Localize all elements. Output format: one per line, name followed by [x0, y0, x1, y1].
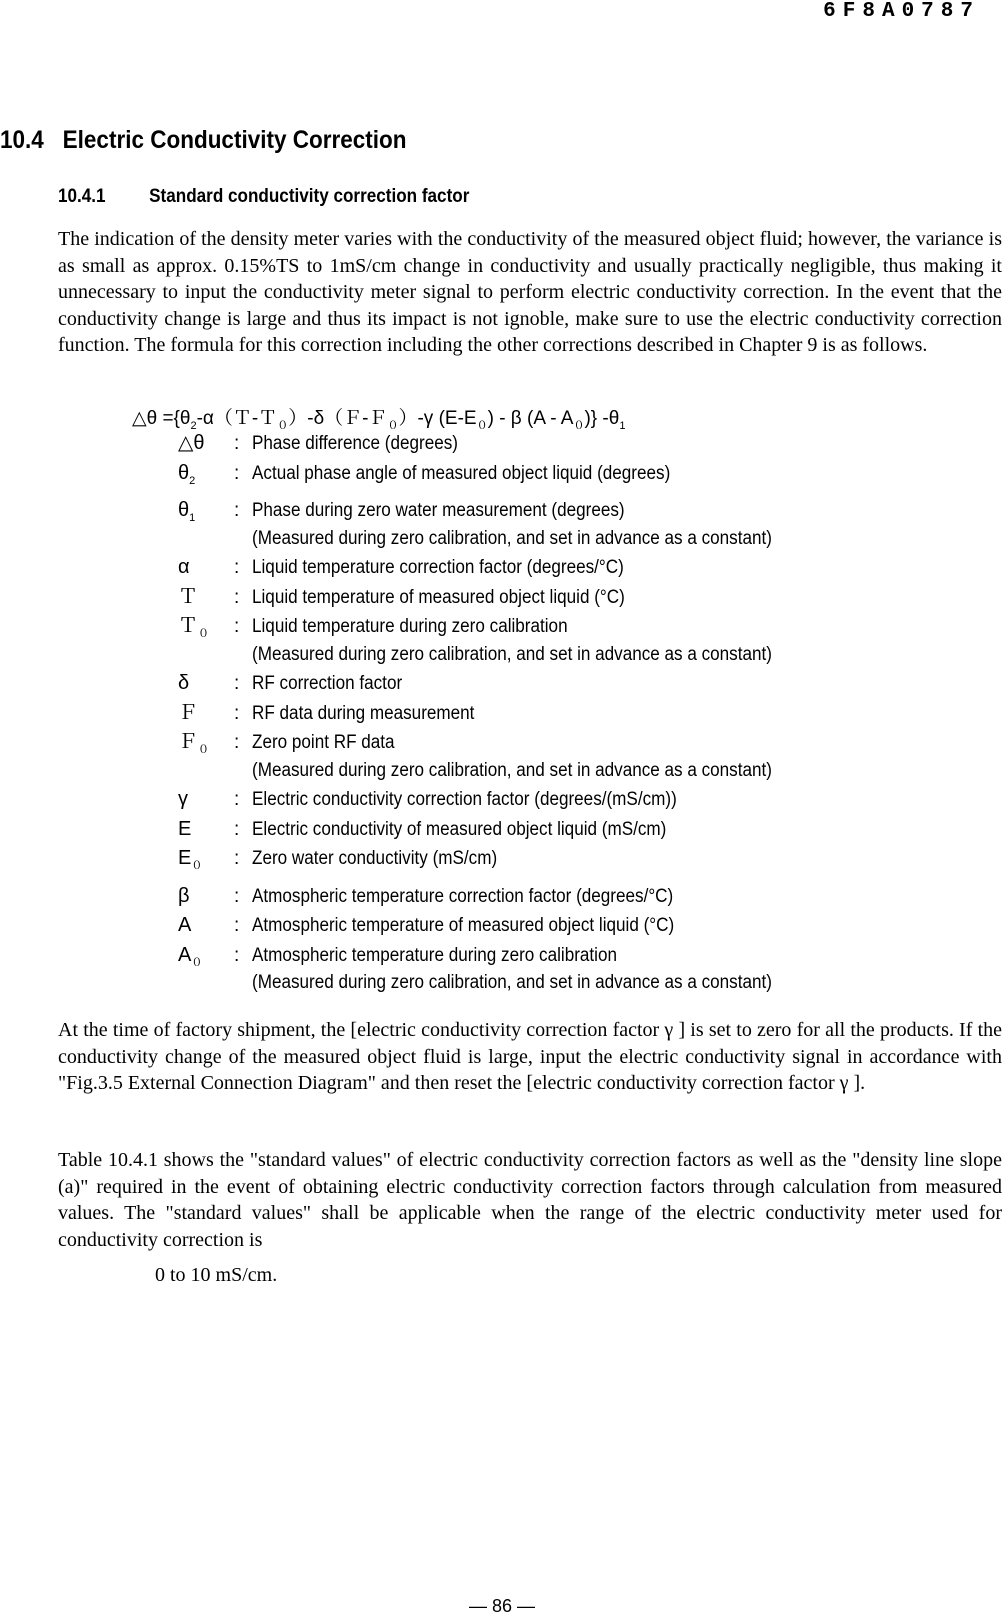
- description-text: Atmospheric temperature correction factor (degrees/°C): [252, 885, 674, 907]
- definition-row: [178, 459, 998, 497]
- symbol-text: β: [178, 884, 190, 907]
- description-text: Electric conductivity of measured object liquid (mS/cm): [252, 818, 667, 840]
- definition-colon: :: [234, 557, 240, 578]
- description-text: Zero water conductivity (mS/cm): [252, 848, 498, 869]
- symbol-text: △θ: [178, 432, 205, 454]
- factory-paragraph: At the time of factory shipment, the [electric conductivity correction factor γ ] is set to zero for all the products. If the conductivity change of the measured object fluid is large, input the electric conductivity signal in accordance with "Fig.3.5 External Connection Diagram" and then reset the [electric conductivity correction factor γ ].: [58, 1019, 1002, 1094]
- symbol-subscript: ０: [198, 744, 209, 756]
- symbol-text: A: [178, 943, 192, 966]
- definition-symbol: [178, 459, 234, 497]
- definition-symbol: [178, 911, 234, 941]
- symbol-subscript: ０: [191, 956, 203, 969]
- definition-row: [178, 911, 998, 941]
- intro-paragraph: The indication of the density meter varies with the conductivity of the measured object fluid; however, the variance is as small as approx. 0.15%TS to 1mS/cm change in conductivity and usually practically negligible, thus making it unnecessary to input the conductivity meter signal to perform electric conductivity correction. In the event that the conductivity change is large and thus its impact is not ignoble, make sure to use the electric conductivity correction function. The formula for this correction including the other corrections described in Chapter 9 is as follows.: [58, 228, 1002, 356]
- symbol-text: γ: [178, 788, 188, 810]
- definition-description: [252, 699, 998, 729]
- definition-symbol: [178, 785, 234, 815]
- section-heading: [0, 126, 406, 155]
- definition-symbol: [178, 669, 234, 699]
- definition-description: [252, 844, 998, 874]
- definition-symbol: [178, 496, 234, 534]
- definition-colon: :: [234, 944, 240, 966]
- definition-description: [252, 496, 998, 553]
- description-text: Phase difference (degrees): [252, 433, 458, 454]
- description-text: Actual phase angle of measured object liquid (degrees): [252, 462, 671, 484]
- formula-part: -α（Ｔ-Ｔ: [196, 408, 278, 429]
- definition-description: [252, 941, 998, 998]
- description-note: (Measured during zero calibration, and set in advance as a constant): [252, 527, 772, 549]
- definition-symbol: [178, 941, 234, 979]
- definition-colon: :: [234, 732, 240, 753]
- definition-row: [178, 815, 998, 845]
- symbol-text: Ｆ: [178, 731, 198, 753]
- description-text: Atmospheric temperature during zero calibration: [252, 944, 617, 966]
- section-title: Electric Conductivity Correction: [62, 126, 407, 154]
- definition-description: [252, 882, 998, 912]
- page-number: ― 86 ―: [468, 1596, 536, 1616]
- description-note: (Measured during zero calibration, and set in advance as a constant): [252, 643, 772, 665]
- symbol-text: A: [178, 914, 192, 936]
- definition-colon: :: [234, 848, 240, 869]
- definition-description: [252, 553, 998, 583]
- formula-subscript: 1: [619, 419, 626, 432]
- table-reference-paragraph: Table 10.4.1 shows the "standard values" of electric conductivity correction factors as well as the "density line slope (a)" required in the event of obtaining electric conductivity correction factors through calculation from measured values. The "standard values" shall be applicable when the range of the electric conductivity meter used for conductivity correction is: [58, 1149, 1002, 1251]
- definition-description: [252, 612, 998, 669]
- definition-description: [252, 785, 998, 815]
- definition-colon: :: [234, 885, 240, 907]
- definition-colon: :: [234, 673, 240, 694]
- symbol-text: E: [178, 847, 192, 869]
- definition-row: [178, 612, 998, 669]
- range-text: 0 to 10 mS/cm.: [155, 1264, 278, 1286]
- section-number: 10.4: [0, 126, 44, 154]
- definition-symbol: [178, 553, 234, 583]
- definition-description: [252, 669, 998, 699]
- definition-row: [178, 583, 998, 613]
- definition-row: [178, 699, 998, 729]
- definition-row: [178, 785, 998, 815]
- description-text: RF data during measurement: [252, 702, 475, 724]
- symbol-subscript: 1: [189, 512, 196, 524]
- symbol-text: α: [178, 556, 190, 578]
- formula-part: )} -θ: [584, 408, 620, 429]
- definition-row: [178, 429, 998, 459]
- symbol-text: E: [178, 817, 192, 840]
- formula-subscript: ０: [573, 419, 585, 432]
- description-text: Liquid temperature of measured object liquid (°C): [252, 586, 625, 608]
- definition-description: [252, 911, 998, 941]
- definition-symbol: [178, 429, 234, 459]
- description-text: RF correction factor: [252, 673, 403, 694]
- description-text: Liquid temperature correction factor (degrees/°C): [252, 557, 624, 578]
- definition-colon: :: [234, 500, 240, 521]
- formula-subscript: ０: [387, 419, 399, 432]
- definition-description: [252, 583, 998, 613]
- description-text: Zero point RF data: [252, 732, 395, 753]
- description-text: Phase during zero water measurement (degrees): [252, 500, 625, 521]
- definition-symbol: [178, 699, 234, 729]
- formula-part: ）-δ（Ｆ-Ｆ: [288, 408, 388, 429]
- definition-colon: :: [234, 789, 240, 810]
- definition-row: [178, 553, 998, 583]
- formula-subscript: ０: [476, 419, 488, 432]
- definition-colon: :: [234, 462, 240, 484]
- symbol-subscript: ０: [191, 860, 203, 872]
- definition-symbol: [178, 815, 234, 845]
- formula-part: ) - β (A - A: [487, 408, 574, 429]
- definition-colon: :: [234, 702, 240, 724]
- description-note: (Measured during zero calibration, and set in advance as a constant): [252, 972, 772, 993]
- subsection-title: Standard conductivity correction factor: [149, 186, 470, 207]
- definition-row: [178, 669, 998, 699]
- definition-symbol: [178, 844, 234, 882]
- definition-symbol: [178, 882, 234, 912]
- definition-row: [178, 728, 998, 785]
- subsection-heading: [58, 186, 469, 208]
- symbol-text: Ｆ: [178, 701, 198, 724]
- definition-colon: :: [234, 915, 240, 936]
- definition-colon: :: [234, 586, 240, 608]
- definition-symbol: [178, 583, 234, 613]
- definition-symbol: [178, 728, 234, 766]
- definition-colon: :: [234, 433, 240, 454]
- definition-row: [178, 882, 998, 912]
- symbol-text: δ: [178, 672, 190, 694]
- definition-description: [252, 459, 998, 489]
- description-text: Liquid temperature during zero calibration: [252, 616, 568, 637]
- definition-description: [252, 815, 998, 845]
- definition-colon: :: [234, 616, 240, 637]
- symbol-text: Ｔ: [178, 615, 198, 637]
- definition-description: [252, 429, 998, 459]
- subsection-number: 10.4.1: [58, 186, 106, 207]
- symbol-subscript: ０: [198, 628, 209, 640]
- formula-part: ）-γ (E-E: [398, 408, 477, 429]
- description-note: (Measured during zero calibration, and set in advance as a constant): [252, 759, 772, 781]
- definition-row: [178, 941, 998, 998]
- definition-symbol: [178, 612, 234, 650]
- description-text: Atmospheric temperature of measured object liquid (°C): [252, 915, 675, 936]
- symbol-text: θ: [178, 461, 190, 484]
- document-number: 6F8A0787: [823, 0, 980, 23]
- symbol-text: Ｔ: [178, 585, 198, 608]
- formula-part: ={θ: [157, 408, 191, 429]
- symbol-subscript: 2: [189, 474, 196, 487]
- definition-row: [178, 496, 998, 553]
- symbol-text: θ: [178, 499, 190, 521]
- definition-colon: :: [234, 818, 240, 840]
- formula-subscript: ０: [277, 419, 289, 432]
- symbol-definitions: [178, 429, 998, 998]
- formula-subscript: 2: [190, 419, 197, 432]
- formula-lhs: △θ: [132, 408, 158, 429]
- description-text: Electric conductivity correction factor (degrees/(mS/cm)): [252, 789, 677, 810]
- definition-row: [178, 844, 998, 882]
- definition-description: [252, 728, 998, 785]
